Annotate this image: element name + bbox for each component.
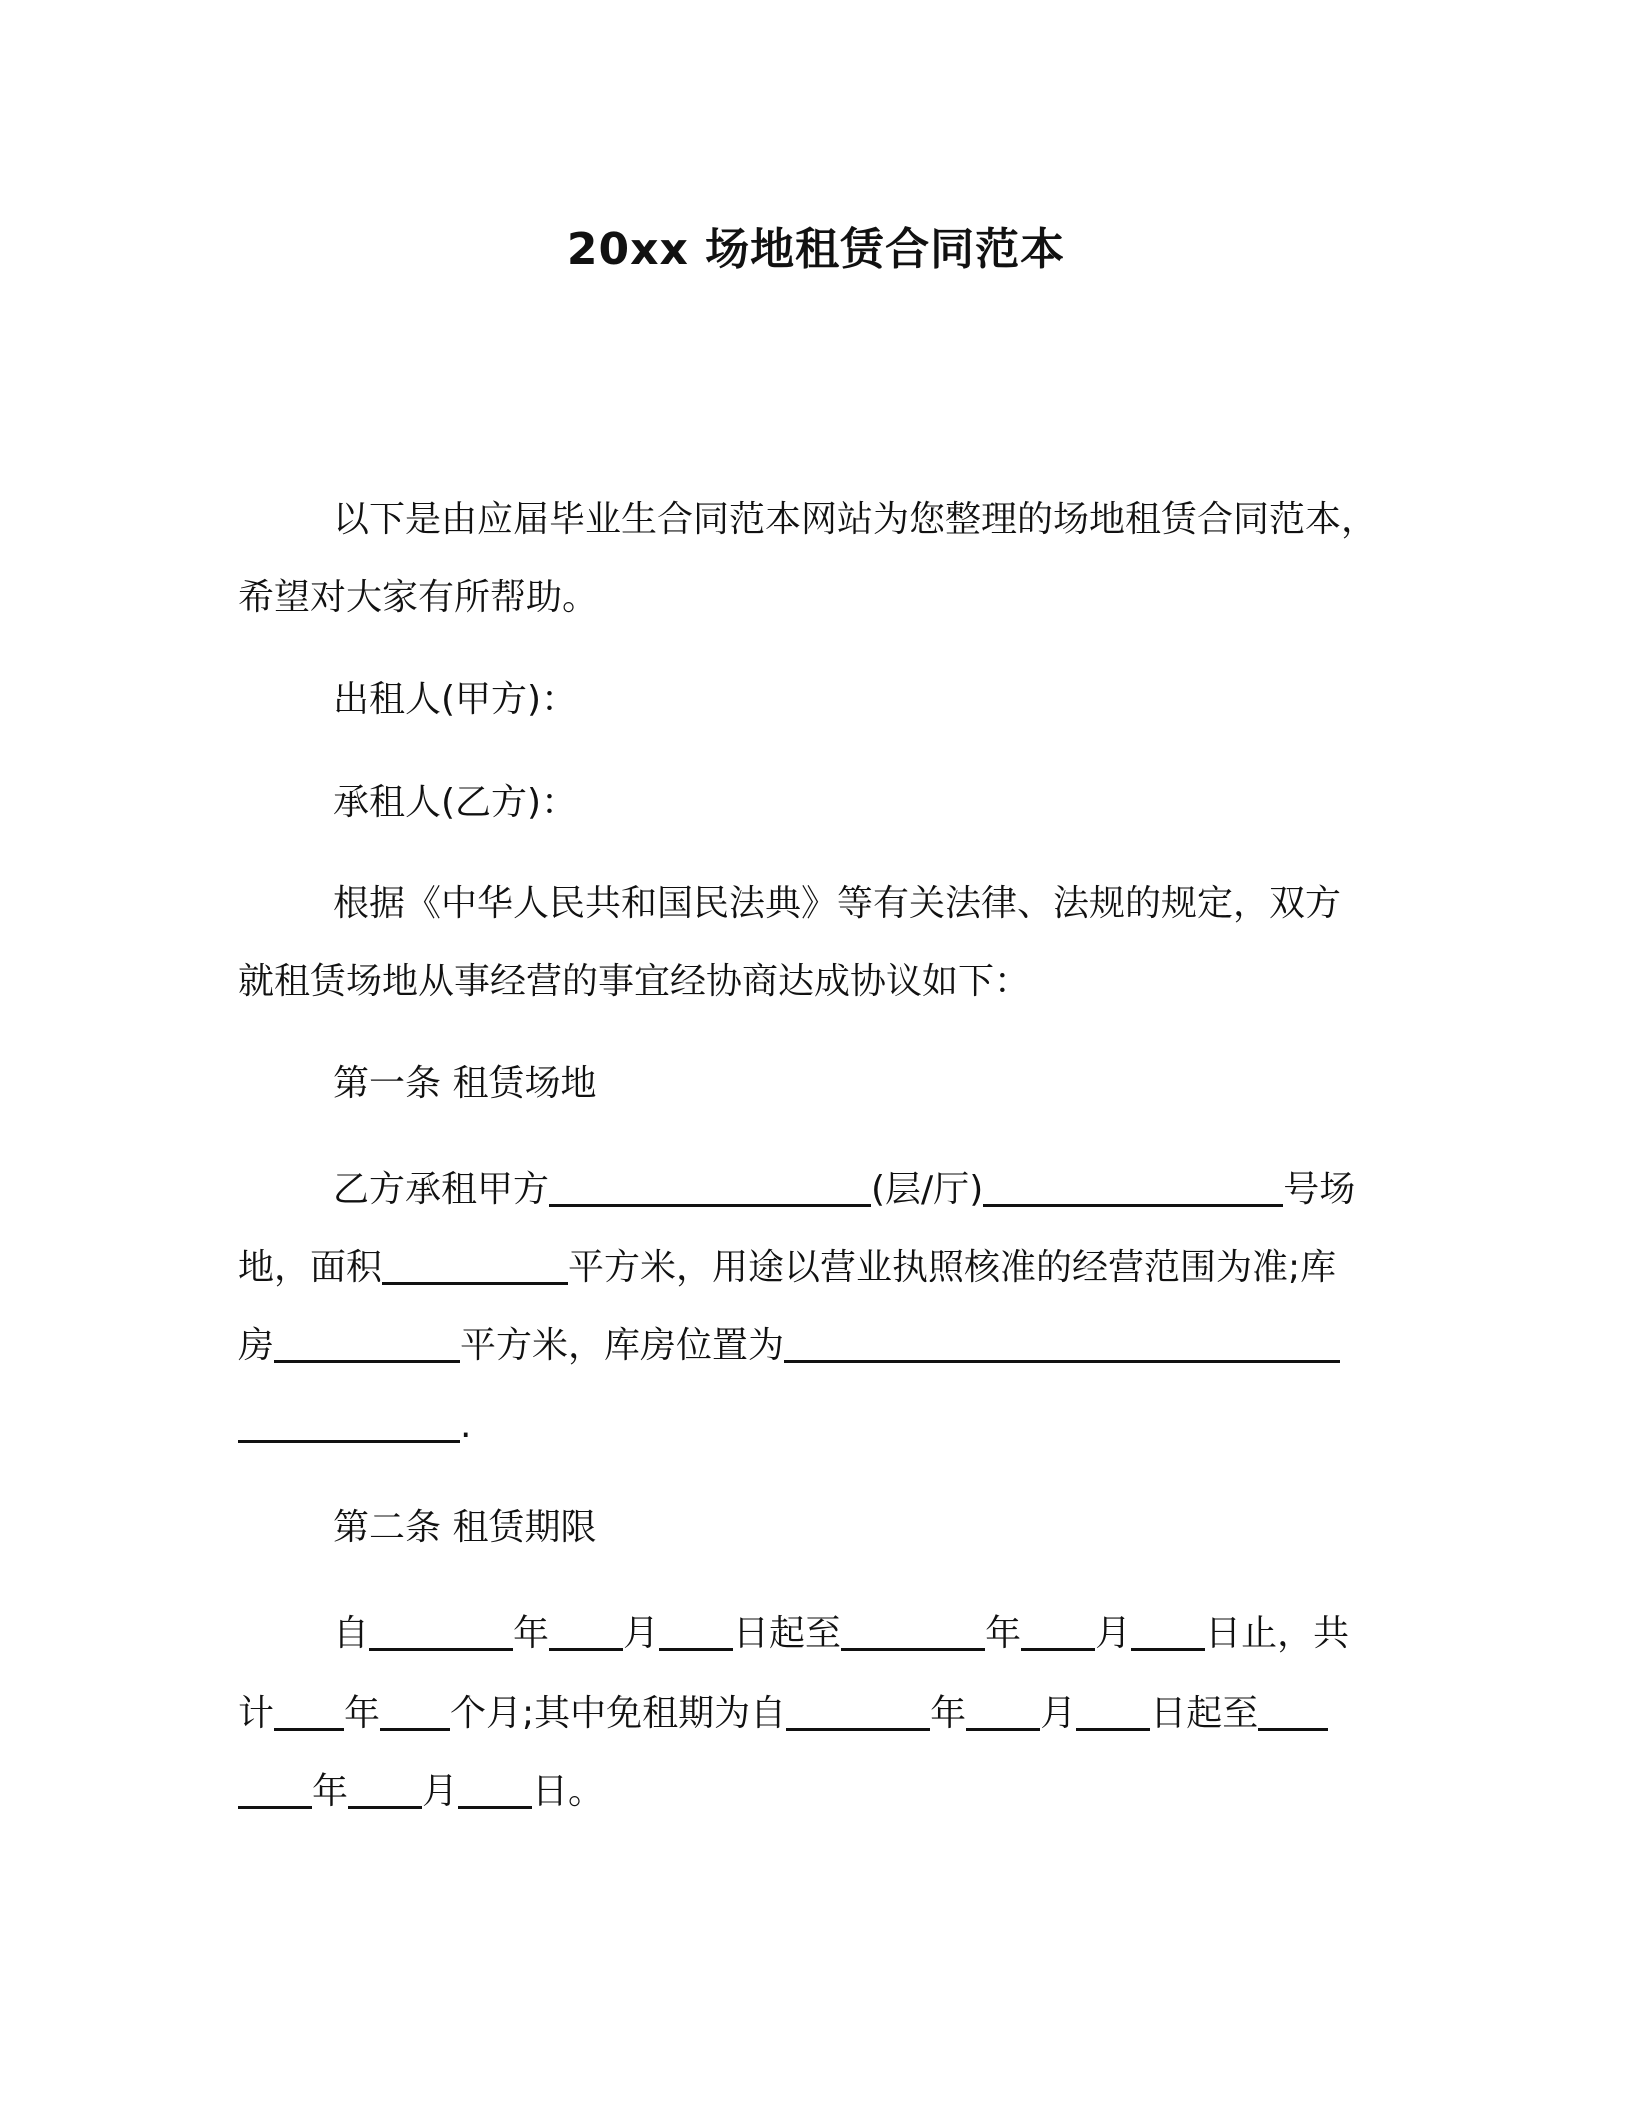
rent-free-start-month-blank-field: [966, 1692, 1040, 1731]
end-year-blank-field: [841, 1612, 985, 1651]
article2-text: 日起至: [1150, 1693, 1259, 1734]
article1-text: 号场: [1283, 1169, 1356, 1210]
lessor-label: 出租人(甲方)：: [333, 679, 578, 720]
warehouse-location-continued-blank-field: [238, 1404, 460, 1443]
article1-text: 地，面积: [238, 1247, 383, 1288]
document-title: 20xx 场地租赁合同范本: [566, 224, 1066, 275]
lessee-label: 承租人(乙方)：: [333, 782, 578, 823]
basis-line-2: 就租赁场地从事经营的事宜经协商达成协议如下：: [238, 961, 1031, 1002]
article1-text: 平方米，用途以营业执照核准的经营范围为准;库: [568, 1247, 1337, 1288]
article2-text: 日。: [532, 1771, 605, 1812]
basis-line-1: 根据《中华人民共和国民法典》等有关法律、法规的规定，双方: [333, 883, 1342, 924]
article2-text: 月: [422, 1771, 459, 1812]
rent-free-start-year-blank-field: [786, 1692, 930, 1731]
warehouse-area-blank-field: [274, 1324, 460, 1363]
article2-text: 年: [513, 1613, 550, 1654]
article2-text: 月: [1040, 1693, 1077, 1734]
rent-free-end-day-blank-field: [458, 1770, 532, 1809]
article2-line-2: [238, 1690, 1328, 1738]
article2-text: 自: [333, 1613, 370, 1654]
article1-text: 平方米，库房位置为: [460, 1325, 785, 1366]
article2-text: 月: [623, 1613, 660, 1654]
article2-text: 月: [1095, 1613, 1132, 1654]
article1-line-4: [238, 1402, 471, 1450]
rent-free-start-day-blank-field: [1076, 1692, 1150, 1731]
article1-heading: 第一条 租赁场地: [333, 1063, 597, 1104]
article2-text: 年: [985, 1613, 1022, 1654]
area-blank-field: [382, 1246, 568, 1285]
intro-line-2: 希望对大家有所帮助。: [238, 577, 599, 618]
article2-heading: 第二条 租赁期限: [333, 1507, 597, 1548]
article1-line-2: [238, 1244, 1336, 1292]
article1-text: 乙方承租甲方: [333, 1169, 550, 1210]
floor-blank-field: [549, 1168, 871, 1207]
article2-text: 年: [344, 1693, 381, 1734]
article1-line-3: [238, 1322, 1340, 1370]
total-years-blank-field: [274, 1692, 344, 1731]
rent-free-end-month-blank-field: [348, 1770, 422, 1809]
rent-free-end-year-continued-blank-field: [238, 1770, 312, 1809]
article1-text: 房: [238, 1325, 275, 1366]
article1-text: (层/厅): [871, 1169, 984, 1210]
article2-text: 日止，共: [1205, 1613, 1350, 1654]
article2-line-3: [238, 1768, 604, 1816]
total-months-blank-field: [380, 1692, 450, 1731]
article1-line-1: [333, 1166, 1355, 1214]
rent-free-end-year-blank-field: [1258, 1692, 1328, 1731]
intro-line-1: 以下是由应届毕业生合同范本网站为您整理的场地租赁合同范本，: [333, 499, 1378, 540]
end-day-blank-field: [1131, 1612, 1205, 1651]
article1-text: .: [460, 1405, 472, 1446]
article2-text: 日起至: [733, 1613, 842, 1654]
start-year-blank-field: [369, 1612, 513, 1651]
article2-text: 年: [930, 1693, 967, 1734]
article2-line-1: [333, 1610, 1349, 1658]
article2-text: 计: [238, 1693, 275, 1734]
article2-text: 年: [312, 1771, 349, 1812]
end-month-blank-field: [1021, 1612, 1095, 1651]
start-month-blank-field: [549, 1612, 623, 1651]
warehouse-location-blank-field: [784, 1324, 1340, 1363]
start-day-blank-field: [659, 1612, 733, 1651]
site-number-blank-field: [983, 1168, 1283, 1207]
article2-text: 个月;其中免租期为自: [450, 1693, 787, 1734]
